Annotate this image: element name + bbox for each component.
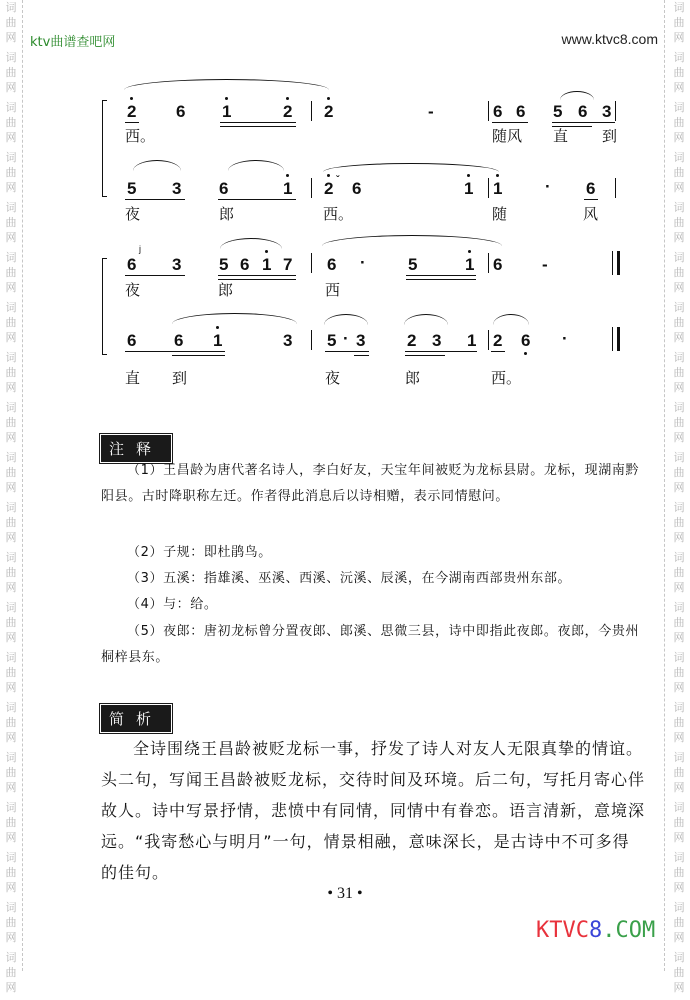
note-item-3: （3）五溪：指雄溪、巫溪、西溪、沅溪、辰溪，在今湖南西部贵州东部。 xyxy=(127,571,572,586)
underline xyxy=(552,122,615,123)
note: 7 xyxy=(283,255,293,274)
lyric: 随 xyxy=(492,205,508,223)
slur xyxy=(323,163,499,172)
dot-extend: · xyxy=(562,329,568,348)
note: 1 xyxy=(465,255,475,274)
margin-watermark-char: 网 xyxy=(5,931,17,944)
note: 2 xyxy=(127,102,137,121)
margin-watermark-group xyxy=(668,350,690,400)
note: 6 xyxy=(586,179,596,198)
margin-watermark-group xyxy=(0,600,22,650)
margin-watermark-group xyxy=(0,0,22,50)
grace-mark: j xyxy=(139,244,141,254)
margin-watermark-char: 词 xyxy=(673,601,685,614)
note: 3 xyxy=(172,255,182,274)
margin-watermark-group xyxy=(0,650,22,700)
underline xyxy=(491,351,505,352)
margin-watermark-group xyxy=(0,250,22,300)
margin-watermark-char: 词 xyxy=(673,401,685,414)
bar-line xyxy=(311,101,312,121)
margin-watermark-char: 网 xyxy=(673,931,685,944)
lyric: 夜 xyxy=(325,369,341,387)
margin-watermark-char: 词 xyxy=(673,251,685,264)
note: 1 xyxy=(262,255,272,274)
margin-watermark-group xyxy=(668,950,690,1000)
margin-watermark-char: 词 xyxy=(5,751,17,764)
margin-watermark-char: 词 xyxy=(673,751,685,764)
lyric: 西。 xyxy=(323,205,354,223)
lyric: 到 xyxy=(172,369,188,387)
underline xyxy=(406,275,476,276)
note: 6 xyxy=(352,179,362,198)
margin-watermark-char: 曲 xyxy=(5,366,17,379)
margin-watermark-char: 网 xyxy=(673,231,685,244)
note: 1 xyxy=(493,179,503,198)
margin-watermark-char: 词 xyxy=(673,101,685,114)
margin-watermark-char: 曲 xyxy=(5,866,17,879)
slur xyxy=(322,235,502,246)
margin-watermark-char: 曲 xyxy=(5,16,17,29)
note-item-5: （5）夜郎：唐初龙标曾分置夜郎、郎溪、思微三县，诗中即指此夜郎。夜郎，今贵州桐梓县东。 xyxy=(101,624,640,665)
margin-watermark-char: 曲 xyxy=(673,66,685,79)
margin-watermark-char: 词 xyxy=(673,201,685,214)
margin-watermark-char: 网 xyxy=(673,531,685,544)
margin-watermark-char: 网 xyxy=(673,631,685,644)
margin-watermark-char: 词 xyxy=(673,551,685,564)
margin-watermark-char: 曲 xyxy=(673,616,685,629)
margin-watermark-group xyxy=(0,50,22,100)
margin-watermark-char: 词 xyxy=(5,301,17,314)
watermark-part: 8 xyxy=(588,918,603,943)
note: 6 xyxy=(240,255,250,274)
margin-watermark-char: 曲 xyxy=(673,216,685,229)
note: 1 xyxy=(283,179,293,198)
margin-watermark-char: 曲 xyxy=(673,866,685,879)
margin-watermark-char: 词 xyxy=(5,901,17,914)
margin-watermark-char: 网 xyxy=(673,581,685,594)
margin-watermark-char: 网 xyxy=(5,331,17,344)
margin-watermark-group xyxy=(668,300,690,350)
note: 1 xyxy=(464,179,474,198)
margin-watermark-char: 网 xyxy=(5,481,17,494)
margin-watermark-char: 曲 xyxy=(673,716,685,729)
note: 1 xyxy=(467,331,477,350)
watermark-part: .COM xyxy=(602,918,656,943)
margin-watermark-group xyxy=(0,100,22,150)
bar-line xyxy=(488,101,489,121)
margin-watermark-char: 曲 xyxy=(5,566,17,579)
margin-watermark-group xyxy=(668,750,690,800)
slur xyxy=(324,314,368,325)
lyric: 西。 xyxy=(125,127,156,145)
margin-watermark-group xyxy=(668,550,690,600)
margin-watermark-char: 网 xyxy=(5,581,17,594)
margin-watermark-char: 曲 xyxy=(5,966,17,979)
margin-watermark-char: 词 xyxy=(673,451,685,464)
margin-watermark-group xyxy=(668,650,690,700)
margin-watermark-char: 词 xyxy=(5,701,17,714)
margin-watermark-char: 曲 xyxy=(673,16,685,29)
lyric: 西 xyxy=(325,281,341,299)
slur xyxy=(220,238,282,249)
slur xyxy=(133,160,181,171)
margin-watermark-char: 网 xyxy=(673,81,685,94)
margin-watermark-char: 词 xyxy=(673,501,685,514)
note: 6 xyxy=(127,255,137,274)
margin-watermark-group xyxy=(0,400,22,450)
margin-watermark-char: 网 xyxy=(673,331,685,344)
margin-watermark-char: 曲 xyxy=(673,166,685,179)
note: 6 xyxy=(578,102,588,121)
margin-watermark-char: 网 xyxy=(5,981,17,994)
margin-watermark-group xyxy=(0,900,22,950)
margin-watermark-group xyxy=(668,0,690,50)
lyric: 郎 xyxy=(219,205,235,223)
margin-watermark-char: 曲 xyxy=(5,266,17,279)
note: 5 xyxy=(553,102,563,121)
margin-watermark-char: 网 xyxy=(673,131,685,144)
underline xyxy=(220,126,296,127)
margin-watermark-char: 网 xyxy=(673,781,685,794)
note-item-1: （1）王昌龄为唐代著名诗人，李白好友，天宝年间被贬为龙标县尉。龙标，现湖南黔阳县。古时降职称左迁。作者得此消息后以诗相赠，表示同情慰问。 xyxy=(101,463,640,504)
margin-watermark-char: 网 xyxy=(673,431,685,444)
lyric: 风 xyxy=(583,205,599,223)
margin-watermark-char: 曲 xyxy=(5,116,17,129)
margin-watermark-char: 网 xyxy=(5,131,17,144)
system-bracket xyxy=(102,100,107,197)
margin-watermark-char: 曲 xyxy=(673,516,685,529)
note: 6 xyxy=(327,255,337,274)
margin-watermark-group xyxy=(0,450,22,500)
margin-watermark-char: 曲 xyxy=(5,716,17,729)
lyric: 夜 xyxy=(125,281,141,299)
margin-watermark-char: 词 xyxy=(5,801,17,814)
note: 6 xyxy=(493,102,503,121)
margin-watermark-char: 网 xyxy=(673,981,685,994)
note: 5 xyxy=(127,179,137,198)
margin-watermark-group xyxy=(0,300,22,350)
margin-watermark-char: 网 xyxy=(5,231,17,244)
margin-watermark-group xyxy=(0,150,22,200)
note: 3 xyxy=(356,331,366,350)
slur xyxy=(404,314,448,325)
margin-watermark-char: 词 xyxy=(673,51,685,64)
margin-watermark-char: 词 xyxy=(673,151,685,164)
margin-watermark-group xyxy=(0,950,22,1000)
margin-watermark-group xyxy=(668,600,690,650)
note: 2 xyxy=(407,331,417,350)
analysis-text: 全诗围绕王昌龄被贬龙标一事，抒发了诗人对友人无限真挚的情谊。头二句，写闻王昌龄被贬龙标，交待时间及环境。后二句，写托月寄心伴故人。诗中写景抒情，悲愤中有同情，同情中有眷恋。语言清新，意境深远。“我寄愁心与明月”一句，情景相融，意味深长，是古诗中不可多得的佳句。 xyxy=(101,739,646,882)
site-watermark-logo xyxy=(536,918,655,943)
margin-watermark-char: 网 xyxy=(5,831,17,844)
note: 3 xyxy=(432,331,442,350)
margin-watermark-char: 曲 xyxy=(5,916,17,929)
note: 5 xyxy=(219,255,229,274)
note-item-2: （2）子规：即杜鹃鸟。 xyxy=(127,545,272,560)
margin-watermark-char: 曲 xyxy=(673,266,685,279)
underline xyxy=(406,279,476,280)
underline xyxy=(405,355,445,356)
margin-watermark-char: 曲 xyxy=(5,316,17,329)
margin-watermark-char: 网 xyxy=(5,431,17,444)
margin-watermark-group xyxy=(668,100,690,150)
margin-watermark-char: 曲 xyxy=(5,516,17,529)
note-item-4: （4）与：给。 xyxy=(127,597,218,612)
margin-watermark-char: 曲 xyxy=(673,766,685,779)
margin-watermark-char: 曲 xyxy=(5,666,17,679)
bar-line xyxy=(311,253,312,273)
margin-watermark-char: 网 xyxy=(5,681,17,694)
underline xyxy=(492,122,528,123)
lyric: 随风 xyxy=(492,127,523,145)
page-number: • 31 • xyxy=(327,885,363,902)
note-dash: - xyxy=(542,255,548,274)
dot-extend: · xyxy=(360,253,366,272)
underline xyxy=(218,279,296,280)
margin-watermark-char: 网 xyxy=(673,281,685,294)
margin-watermark-char: 网 xyxy=(5,31,17,44)
bar-line xyxy=(488,253,489,273)
margin-watermark-char: 网 xyxy=(5,381,17,394)
margin-watermark-char: 词 xyxy=(673,651,685,664)
end-bar-line xyxy=(612,251,620,275)
margin-watermark-char: 网 xyxy=(673,731,685,744)
margin-watermark-char: 网 xyxy=(5,781,17,794)
margin-watermark-char: 曲 xyxy=(5,66,17,79)
margin-watermark-char: 网 xyxy=(673,381,685,394)
slur xyxy=(172,313,297,324)
breath-mark: ˇ xyxy=(336,175,340,186)
margin-watermark-group xyxy=(668,700,690,750)
note: 2 xyxy=(324,179,334,198)
margin-watermark-char: 词 xyxy=(5,501,17,514)
site-name[interactable]: ktv曲谱查吧网 xyxy=(30,35,116,50)
right-margin-watermark xyxy=(668,0,690,994)
margin-watermark-char: 曲 xyxy=(673,966,685,979)
margin-watermark-char: 词 xyxy=(673,701,685,714)
note: 6 xyxy=(219,179,229,198)
underline xyxy=(172,355,225,356)
margin-watermark-char: 曲 xyxy=(673,416,685,429)
note: 6 xyxy=(493,255,503,274)
slur xyxy=(228,160,284,171)
lyric: 夜 xyxy=(125,205,141,223)
note: 6 xyxy=(516,102,526,121)
margin-watermark-group xyxy=(668,900,690,950)
underline xyxy=(584,199,598,200)
margin-watermark-char: 词 xyxy=(673,901,685,914)
underline xyxy=(125,275,185,276)
margin-watermark-group xyxy=(0,350,22,400)
margin-watermark-group xyxy=(0,500,22,550)
note: 1 xyxy=(222,102,232,121)
margin-watermark-char: 网 xyxy=(673,881,685,894)
margin-watermark-char: 词 xyxy=(5,651,17,664)
margin-watermark-char: 网 xyxy=(5,81,17,94)
notes-section-label: 注释 xyxy=(101,435,171,462)
margin-watermark-char: 曲 xyxy=(5,216,17,229)
note: 5 xyxy=(408,255,418,274)
slur xyxy=(124,79,329,90)
margin-watermark-char: 曲 xyxy=(5,416,17,429)
margin-watermark-char: 网 xyxy=(5,631,17,644)
watermark-part: KTVC xyxy=(536,918,589,943)
margin-watermark-char: 曲 xyxy=(5,466,17,479)
bar-line xyxy=(615,178,616,198)
system-bracket xyxy=(102,258,107,355)
margin-watermark-char: 曲 xyxy=(5,166,17,179)
margin-watermark-char: 网 xyxy=(673,681,685,694)
margin-watermark-char: 曲 xyxy=(5,616,17,629)
margin-watermark-char: 曲 xyxy=(5,766,17,779)
note: 3 xyxy=(283,331,293,350)
underline xyxy=(354,355,369,356)
note: 2 xyxy=(324,102,334,121)
underline xyxy=(218,199,296,200)
underline xyxy=(125,351,225,352)
margin-watermark-char: 曲 xyxy=(673,316,685,329)
margin-watermark-group xyxy=(0,200,22,250)
note: 3 xyxy=(172,179,182,198)
margin-watermark-char: 词 xyxy=(5,1,17,14)
margin-watermark-char: 词 xyxy=(5,251,17,264)
margin-watermark-char: 词 xyxy=(673,301,685,314)
slur xyxy=(493,314,529,325)
bar-line xyxy=(311,178,312,198)
margin-watermark-char: 网 xyxy=(673,831,685,844)
site-url[interactable]: www.ktvc8.com xyxy=(561,31,658,47)
slur xyxy=(560,91,594,100)
margin-watermark-char: 曲 xyxy=(673,816,685,829)
note: 5 xyxy=(327,331,337,350)
margin-watermark-char: 词 xyxy=(673,351,685,364)
margin-watermark-char: 曲 xyxy=(673,566,685,579)
margin-watermark-char: 曲 xyxy=(5,816,17,829)
left-margin-watermark xyxy=(0,0,22,994)
underline xyxy=(218,275,296,276)
margin-watermark-char: 词 xyxy=(673,851,685,864)
margin-watermark-char: 曲 xyxy=(673,916,685,929)
right-margin-divider xyxy=(664,0,665,971)
underline xyxy=(220,122,296,123)
bar-line xyxy=(488,178,489,198)
margin-watermark-char: 网 xyxy=(5,531,17,544)
margin-watermark-char: 网 xyxy=(673,481,685,494)
underline xyxy=(325,351,369,352)
margin-watermark-char: 词 xyxy=(5,451,17,464)
margin-watermark-group xyxy=(668,200,690,250)
margin-watermark-group xyxy=(0,800,22,850)
margin-watermark-group xyxy=(668,450,690,500)
margin-watermark-char: 词 xyxy=(5,201,17,214)
margin-watermark-char: 网 xyxy=(5,181,17,194)
margin-watermark-group xyxy=(668,500,690,550)
note: 2 xyxy=(493,331,503,350)
bar-line xyxy=(488,330,489,350)
bar-line xyxy=(311,330,312,350)
margin-watermark-char: 网 xyxy=(5,881,17,894)
margin-watermark-char: 词 xyxy=(5,951,17,964)
margin-watermark-char: 网 xyxy=(5,281,17,294)
underline xyxy=(405,351,477,352)
margin-watermark-char: 词 xyxy=(673,1,685,14)
dot-extend: · xyxy=(545,177,551,196)
margin-watermark-char: 词 xyxy=(5,351,17,364)
lyric: 到 xyxy=(602,127,618,145)
margin-watermark-group xyxy=(668,50,690,100)
margin-watermark-char: 曲 xyxy=(673,466,685,479)
note: 3 xyxy=(602,102,612,121)
margin-watermark-group xyxy=(668,250,690,300)
underline xyxy=(125,199,185,200)
left-margin-divider xyxy=(22,0,23,971)
underline xyxy=(125,122,139,123)
margin-watermark-char: 词 xyxy=(5,151,17,164)
bar-line xyxy=(615,101,616,121)
margin-watermark-char: 词 xyxy=(673,951,685,964)
margin-watermark-char: 曲 xyxy=(673,666,685,679)
note: 6 xyxy=(127,331,137,350)
note: 2 xyxy=(283,102,293,121)
note: 6 xyxy=(521,331,531,350)
margin-watermark-char: 曲 xyxy=(673,116,685,129)
note: 1 xyxy=(213,331,223,350)
margin-watermark-char: 网 xyxy=(673,31,685,44)
lyric: 直 xyxy=(125,369,141,387)
lyric: 郎 xyxy=(405,369,421,387)
margin-watermark-group xyxy=(0,750,22,800)
margin-watermark-char: 词 xyxy=(5,101,17,114)
margin-watermark-group xyxy=(668,400,690,450)
margin-watermark-char: 网 xyxy=(673,181,685,194)
lyric: 西。 xyxy=(491,369,522,387)
margin-watermark-char: 词 xyxy=(5,401,17,414)
margin-watermark-group xyxy=(668,800,690,850)
analysis-section-label: 简析 xyxy=(101,705,171,732)
margin-watermark-group xyxy=(668,150,690,200)
dot-extend: · xyxy=(343,329,349,348)
note: 6 xyxy=(174,331,184,350)
note: 6 xyxy=(176,102,186,121)
margin-watermark-char: 网 xyxy=(5,731,17,744)
lyric: 郎 xyxy=(218,281,234,299)
margin-watermark-char: 词 xyxy=(5,551,17,564)
margin-watermark-char: 词 xyxy=(5,51,17,64)
margin-watermark-group xyxy=(0,700,22,750)
end-bar-line xyxy=(612,327,620,351)
lyric: 直 xyxy=(553,127,569,145)
margin-watermark-char: 词 xyxy=(5,851,17,864)
margin-watermark-group xyxy=(0,550,22,600)
margin-watermark-char: 词 xyxy=(673,801,685,814)
margin-watermark-char: 曲 xyxy=(673,366,685,379)
margin-watermark-char: 词 xyxy=(5,601,17,614)
note-dash: - xyxy=(428,102,434,121)
